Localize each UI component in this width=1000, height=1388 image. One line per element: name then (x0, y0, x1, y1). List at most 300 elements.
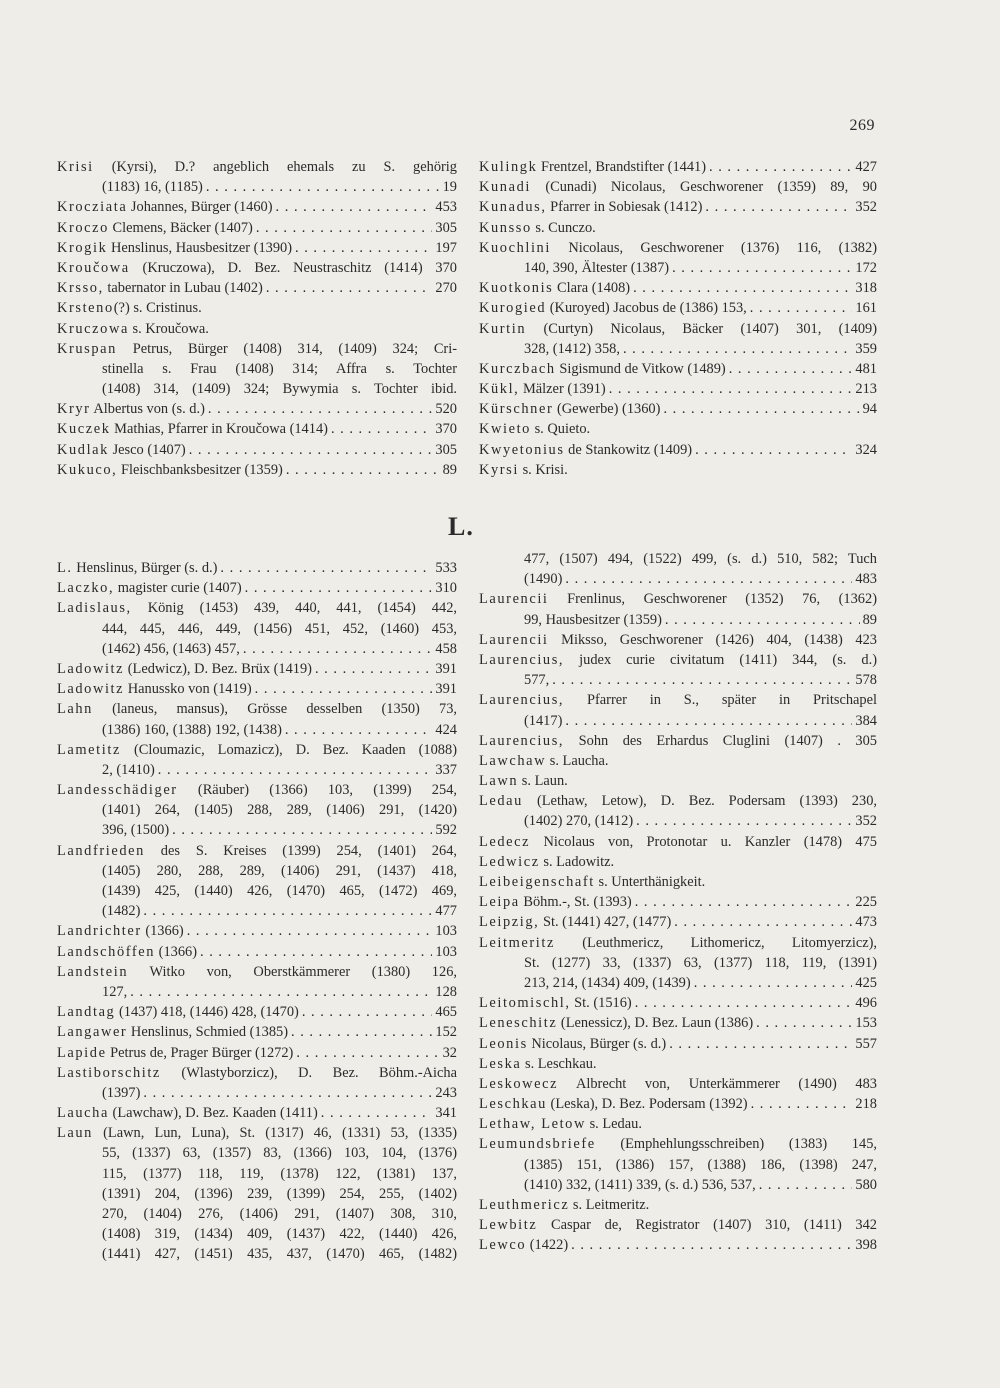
entry-detail: 270, (1404) 276, (1406) 291, (1407) 308, 310, (102, 1206, 457, 1222)
index-entry (57, 298, 457, 318)
index-line (479, 399, 877, 419)
entry-detail: St. (1516) (570, 995, 632, 1012)
entry-text (57, 921, 184, 941)
dot-leader (623, 339, 852, 359)
entry-text (479, 157, 706, 177)
entry-detail: (Cloumazic, Lomazicz), D. Bez. Kaaden (1088) (120, 741, 457, 758)
entry-keyword: Langawer (57, 1024, 128, 1041)
page-reference: 213 (855, 381, 877, 398)
entry-keyword: Leska (479, 1055, 522, 1072)
entry-detail: s. Leschkau. (521, 1055, 597, 1072)
index-entry (479, 440, 877, 460)
page-number: 269 (849, 117, 875, 134)
entry-text (479, 379, 606, 399)
index-line (57, 258, 457, 278)
entry-text (57, 1043, 293, 1063)
column-right-bottom (479, 549, 877, 1256)
entry-keyword: Krsteno (57, 300, 114, 317)
dot-leader (276, 197, 433, 217)
entry-keyword: Kwyetonius (479, 441, 565, 458)
entry-detail: 99, Hausbesitzer (1359) (524, 611, 662, 628)
entry-keyword: Landschöffen (57, 943, 156, 960)
page-reference: 352 (855, 813, 877, 830)
entry-text (57, 1002, 299, 1022)
dot-leader (751, 1094, 853, 1114)
index-line (57, 1143, 457, 1163)
index-line (479, 973, 877, 993)
index-line (57, 1184, 457, 1204)
entry-keyword: Kuczek (57, 421, 111, 438)
entry-detail: Clemens, Bäcker (1407) (108, 219, 253, 236)
entry-keyword: Kroučowa (57, 259, 130, 276)
index-entry (57, 319, 457, 339)
dot-leader (285, 720, 433, 740)
entry-detail: St. (1277) 33, (1337) 63, (1377) 118, 119, (1391) (524, 954, 877, 971)
index-line (57, 319, 457, 339)
entry-detail: Frentzel, Brandstifter (1441) (537, 159, 707, 175)
entry-detail: (Leska), D. Bez. Podersam (1392) (546, 1096, 748, 1113)
page-reference: 453 (435, 199, 457, 216)
entry-detail: Albertus von (s. d.) (90, 401, 205, 418)
page-reference: 578 (855, 672, 877, 689)
entry-keyword: Kulingk (479, 159, 538, 175)
page-reference: 89 (442, 461, 457, 478)
dot-leader (286, 460, 440, 480)
page-reference: 197 (435, 239, 457, 256)
page-reference: 341 (435, 1105, 457, 1122)
index-line (479, 379, 877, 399)
entry-detail: stinella s. Frau (1408) 314; Affra s. Tochter (102, 360, 457, 377)
page-reference: 324 (855, 441, 877, 458)
entry-detail: (1405) 280, 288, 289, (1406) 291, (1437) 418, (102, 862, 457, 879)
entry-detail: Frenlinus, Geschworener (1352) 76, (1362) (548, 591, 877, 608)
entry-detail: (laneus, mansus), Grösse desselben (1350) 73, (92, 701, 457, 718)
entry-keyword: Kurczbach (479, 360, 556, 377)
entry-detail: 2, (1410) (102, 761, 155, 778)
entry-detail: (1391) 204, (1396) 239, (1399) 254, 255, (1402) (102, 1185, 457, 1202)
entry-detail: Mathias, Pfarrer in Kroučowa (1414) (110, 421, 328, 438)
entry-detail: (?) s. Cristinus. (113, 300, 202, 317)
index-entry (479, 419, 877, 439)
entry-detail: Fleischbanksbesitzer (1359) (117, 461, 283, 478)
entry-detail: Petrus, Bürger (1408) 314, (1409) 324; Cri- (116, 340, 457, 357)
entry-keyword: Kuotkonis (479, 280, 554, 297)
entry-keyword: Kunadus, (479, 199, 547, 216)
entry-keyword: Ledwicz (479, 853, 540, 870)
index-line (57, 639, 457, 659)
entry-text (524, 973, 691, 993)
index-entry (57, 962, 457, 1002)
entry-detail: s. Unterthänigkeit. (594, 874, 706, 890)
index-entry (479, 650, 877, 690)
index-line (57, 901, 457, 921)
dot-leader (636, 811, 852, 831)
index-entry (479, 1054, 877, 1074)
entry-keyword: Kwieto (479, 421, 531, 438)
entry-detail: (Kyrsi), D.? angeblich ehemals zu S. gehörig (93, 159, 457, 175)
index-line (57, 157, 457, 177)
index-line (479, 1235, 877, 1255)
entry-keyword: Kukuco, (57, 461, 118, 478)
index-entry (57, 157, 457, 197)
entry-detail: (Kruczowa), D. Bez. Neustraschitz (1414) 370 (129, 259, 457, 276)
entry-text (479, 993, 632, 1013)
entry-keyword: Leneschitz (479, 1015, 558, 1032)
entry-text (102, 820, 169, 840)
entry-keyword: Kükl, (479, 381, 520, 398)
page-reference: 533 (435, 560, 457, 576)
index-entry (479, 690, 877, 730)
index-line (57, 578, 457, 598)
index-line (479, 1094, 877, 1114)
index-line (57, 619, 457, 639)
index-entry (57, 740, 457, 780)
index-line (57, 921, 457, 941)
dot-leader (243, 639, 433, 659)
index-line (57, 197, 457, 217)
column-right-top (479, 157, 877, 480)
page-reference: 103 (435, 923, 457, 940)
dot-leader (291, 1022, 432, 1042)
entry-detail: Pfarrer in Sobiesak (1412) (546, 199, 703, 216)
index-entry (479, 1013, 877, 1033)
index-line (479, 953, 877, 973)
entry-keyword: Lethaw, Letow (479, 1116, 586, 1133)
index-entry (57, 440, 457, 460)
dot-leader (571, 1235, 852, 1255)
entry-text (102, 760, 155, 780)
index-entry (57, 218, 457, 238)
index-entry (479, 399, 877, 419)
index-line (57, 679, 457, 699)
index-entry (57, 399, 457, 419)
entry-keyword: Leonis (479, 1035, 528, 1052)
page-reference: 473 (855, 914, 877, 931)
index-line (479, 569, 877, 589)
index-entry (479, 218, 877, 238)
entry-keyword: Krocziata (57, 199, 128, 216)
dot-leader (759, 1175, 853, 1195)
page-reference: 557 (855, 1035, 877, 1052)
entry-text (479, 1034, 666, 1054)
index-line (479, 589, 877, 609)
page-reference: 153 (855, 1015, 877, 1032)
index-line (479, 670, 877, 690)
entry-text (524, 258, 669, 278)
entry-text (479, 892, 632, 912)
page-reference: 310 (435, 580, 457, 597)
index-entry (479, 379, 877, 399)
entry-text (524, 1175, 756, 1195)
dot-leader (187, 921, 433, 941)
page-reference: 103 (435, 943, 457, 960)
page-reference: 370 (435, 421, 457, 438)
entry-text (57, 218, 253, 238)
entry-keyword: Kryr (57, 401, 91, 418)
page-reference: 477 (435, 903, 457, 920)
index-line (57, 278, 457, 298)
index-line (57, 177, 457, 197)
entry-text (57, 197, 273, 217)
index-entry (57, 1022, 457, 1042)
entry-detail: St. (1441) 427, (1477) (539, 914, 672, 931)
entry-text (57, 278, 263, 298)
entry-detail: (1437) 418, (1446) 428, (1470) (115, 1004, 299, 1021)
entry-text (57, 460, 283, 480)
entry-text (524, 569, 562, 589)
entry-keyword: Kunadi (479, 179, 531, 196)
index-entry (479, 630, 877, 650)
index-line (57, 399, 457, 419)
entry-detail: (1410) 332, (1411) 339, (s. d.) 536, 537, (524, 1176, 756, 1193)
dot-leader (256, 218, 433, 238)
dot-leader (729, 359, 853, 379)
entry-keyword: Lastiborschitz (57, 1064, 161, 1081)
index-entry (57, 419, 457, 439)
index-line (479, 339, 877, 359)
entry-keyword: Leipzig, (479, 914, 540, 931)
index-line (479, 197, 877, 217)
index-line (479, 319, 877, 339)
entry-detail: (Lawchaw), D. Bez. Kaaden (1411) (108, 1105, 318, 1122)
index-entry (479, 319, 877, 359)
entry-text (479, 359, 726, 379)
page-reference: 19 (442, 179, 457, 196)
index-line (479, 1195, 877, 1215)
index-line (479, 1175, 877, 1195)
dot-leader (255, 679, 433, 699)
page-reference: 270 (435, 280, 457, 297)
entry-detail: König (1453) 439, 440, 441, (1454) 442, (131, 600, 457, 617)
entry-detail: (1402) 270, (1412) (524, 813, 634, 830)
entry-detail: (Ledwicz), D. Bez. Brüx (1419) (124, 660, 312, 677)
entry-keyword: Leuthmericz (479, 1197, 570, 1213)
page-reference: 89 (862, 611, 877, 628)
entry-keyword: Leschkau (479, 1096, 547, 1113)
dot-leader (143, 1083, 432, 1103)
entry-keyword: Lewco (479, 1237, 527, 1254)
index-entry (479, 771, 877, 791)
index-line (57, 780, 457, 800)
entry-detail: (1482) (102, 903, 141, 920)
dot-leader (695, 440, 852, 460)
index-entry (479, 892, 877, 912)
index-entry (479, 1114, 877, 1134)
page-reference: 496 (855, 995, 877, 1012)
entry-detail: Sohn des Erhardus Cluglini (1407) . 305 (564, 732, 877, 749)
entry-detail: Sigismund de Vitkow (1489) (555, 360, 726, 377)
entry-text (57, 578, 242, 598)
index-line (57, 339, 457, 359)
index-entry (57, 942, 457, 962)
entry-detail: (Lawn, Lun, Luna), St. (1317) 46, (1331) 53, (1335) (92, 1125, 457, 1142)
entry-detail: 328, (1412) 358, (524, 340, 620, 357)
entry-detail: Henslinus, Bürger (s. d.) (72, 560, 218, 576)
dot-leader (635, 993, 853, 1013)
entry-detail: s. Ladowitz. (539, 853, 615, 870)
index-line (479, 177, 877, 197)
page-reference: 152 (435, 1024, 457, 1041)
index-line (57, 1224, 457, 1244)
entry-text (479, 399, 660, 419)
entry-detail: (1422) (526, 1237, 569, 1254)
entry-detail: (1183) 16, (1185) (102, 179, 203, 196)
entry-detail: (Kuroyed) Jacobus de (1386) 153, (546, 300, 747, 317)
index-entry (57, 1103, 457, 1123)
dot-leader (669, 1034, 852, 1054)
entry-detail: des S. Kreises (1399) 254, (1401) 264, (144, 842, 457, 859)
entry-detail: (Lethaw, Letow), D. Bez. Podersam (1393) 230, (522, 793, 877, 810)
page-reference: 458 (435, 640, 457, 657)
entry-detail: judex curie civitatum (1411) 344, (s. d.) (564, 651, 877, 668)
index-entry (479, 1134, 877, 1195)
dot-leader (208, 399, 433, 419)
entry-text (102, 720, 282, 740)
entry-text (479, 197, 702, 217)
dot-leader (315, 659, 432, 679)
dot-leader (694, 973, 853, 993)
index-entry (479, 912, 877, 932)
dot-leader (635, 892, 853, 912)
entry-detail: Miksso, Geschworener (1426) 404, (1438) 423 (548, 631, 877, 648)
entry-text (479, 1235, 568, 1255)
entry-keyword: Ladowitz (57, 660, 125, 677)
index-entry (57, 1063, 457, 1103)
index-entry (479, 731, 877, 751)
entry-text (102, 177, 203, 197)
index-line (479, 791, 877, 811)
index-line (479, 1155, 877, 1175)
page-reference: 337 (435, 761, 457, 778)
index-entry (57, 578, 457, 598)
entry-detail: tabernator in Lubau (1402) (103, 280, 263, 297)
entry-detail: s. Leitmeritz. (569, 1197, 650, 1213)
dot-leader (143, 901, 432, 921)
entry-text (57, 679, 252, 699)
index-entry (57, 679, 457, 699)
index-line (479, 1134, 877, 1154)
entry-detail: Clara (1408) (553, 280, 631, 297)
entry-keyword: Laczko, (57, 580, 115, 597)
entry-detail: Johannes, Bürger (1460) (127, 199, 273, 216)
entry-detail: (1386) 160, (1388) 192, (1438) (102, 721, 282, 738)
index-entry (479, 359, 877, 379)
entry-keyword: Laun (57, 1125, 93, 1142)
entry-keyword: Ledecz (479, 833, 531, 850)
entry-detail: (1462) 456, (1463) 457, (102, 640, 240, 657)
entry-detail: (Cunadi) Nicolaus, Geschworener (1359) 89, 90 (530, 179, 877, 196)
index-entry (57, 558, 457, 578)
index-entry (479, 791, 877, 831)
entry-text (479, 440, 692, 460)
index-line (57, 820, 457, 840)
entry-keyword: Leskowecz (479, 1075, 559, 1092)
entry-text (524, 339, 620, 359)
index-entry (479, 933, 877, 994)
dot-leader (220, 558, 432, 578)
index-line (57, 720, 457, 740)
index-line (57, 760, 457, 780)
entry-keyword: Lahn (57, 701, 93, 718)
entry-detail: (1439) 425, (1440) 426, (1470) 465, (1472) 469, (102, 883, 457, 899)
entry-detail: s. Laucha. (546, 752, 609, 769)
page-reference: 225 (855, 894, 877, 911)
entry-detail: (Emphehlungsschreiben) (1383) 145, (595, 1136, 877, 1153)
entry-detail: 127, (102, 983, 128, 1000)
index-line (479, 630, 877, 650)
entry-keyword: Kyrsi (479, 461, 519, 478)
entry-text (479, 912, 671, 932)
dot-leader (245, 578, 433, 598)
entry-detail: s. Cunczo. (531, 219, 596, 236)
index-line (57, 962, 457, 982)
index-line (479, 1054, 877, 1074)
index-line (479, 872, 877, 892)
index-entry (479, 238, 877, 278)
entry-keyword: Leumundsbriefe (479, 1136, 596, 1153)
entry-detail: Nicolaus, Geschworener (1376) 116, (1382) (550, 239, 877, 256)
entry-detail: Henslinus, Schmied (1385) (127, 1024, 289, 1041)
entry-keyword: Landtag (57, 1004, 116, 1021)
index-entry (57, 238, 457, 258)
page-reference: 483 (855, 571, 877, 588)
dot-leader (609, 379, 853, 399)
index-line (479, 933, 877, 953)
entry-detail: (1385) 151, (1386) 157, (1388) 186, (1398) 247, (524, 1156, 877, 1173)
index-line (479, 852, 877, 872)
entry-detail: (1401) 264, (1405) 288, 289, (1406) 291, (1420) (102, 802, 457, 819)
index-line (57, 1022, 457, 1042)
index-line (57, 740, 457, 760)
index-line (479, 1215, 877, 1235)
entry-detail: Böhm.-, St. (1393) (519, 894, 632, 911)
entry-detail: Mälzer (1391) (519, 381, 606, 398)
index-line (57, 419, 457, 439)
page-reference: 520 (435, 401, 457, 418)
entry-detail: Nicolaus, Bürger (s. d.) (527, 1035, 667, 1052)
index-line (57, 1123, 457, 1143)
entry-keyword: Kuochlini (479, 239, 551, 256)
column-left-top (57, 157, 457, 480)
page-reference: 391 (435, 660, 457, 677)
entry-keyword: Lametitz (57, 741, 121, 758)
index-entry (479, 993, 877, 1013)
index-entry (57, 1043, 457, 1063)
index-line (57, 699, 457, 719)
entry-detail: 477, (1507) 494, (1522) 499, (s. d.) 510, 582; Tuch (524, 551, 877, 567)
dot-leader (674, 912, 852, 932)
index-line (57, 942, 457, 962)
entry-keyword: Kurtin (479, 320, 527, 337)
entry-detail: s. Quieto. (530, 421, 591, 438)
index-line (479, 1074, 877, 1094)
dot-leader (130, 982, 432, 1002)
entry-text (524, 711, 562, 731)
index-line (479, 258, 877, 278)
page-reference: 243 (435, 1084, 457, 1101)
entry-detail: de Stankowitz (1409) (564, 441, 693, 458)
entry-keyword: Landesschädiger (57, 782, 178, 799)
index-line (479, 440, 877, 460)
entry-detail: 444, 445, 446, 449, (1456) 451, 452, (1460) 453, (102, 620, 457, 637)
index-line (57, 1164, 457, 1184)
index-entry (479, 1074, 877, 1094)
index-line (57, 1063, 457, 1083)
index-entry (57, 841, 457, 922)
page-reference: 359 (855, 340, 877, 357)
index-line (479, 811, 877, 831)
dot-leader (206, 177, 440, 197)
